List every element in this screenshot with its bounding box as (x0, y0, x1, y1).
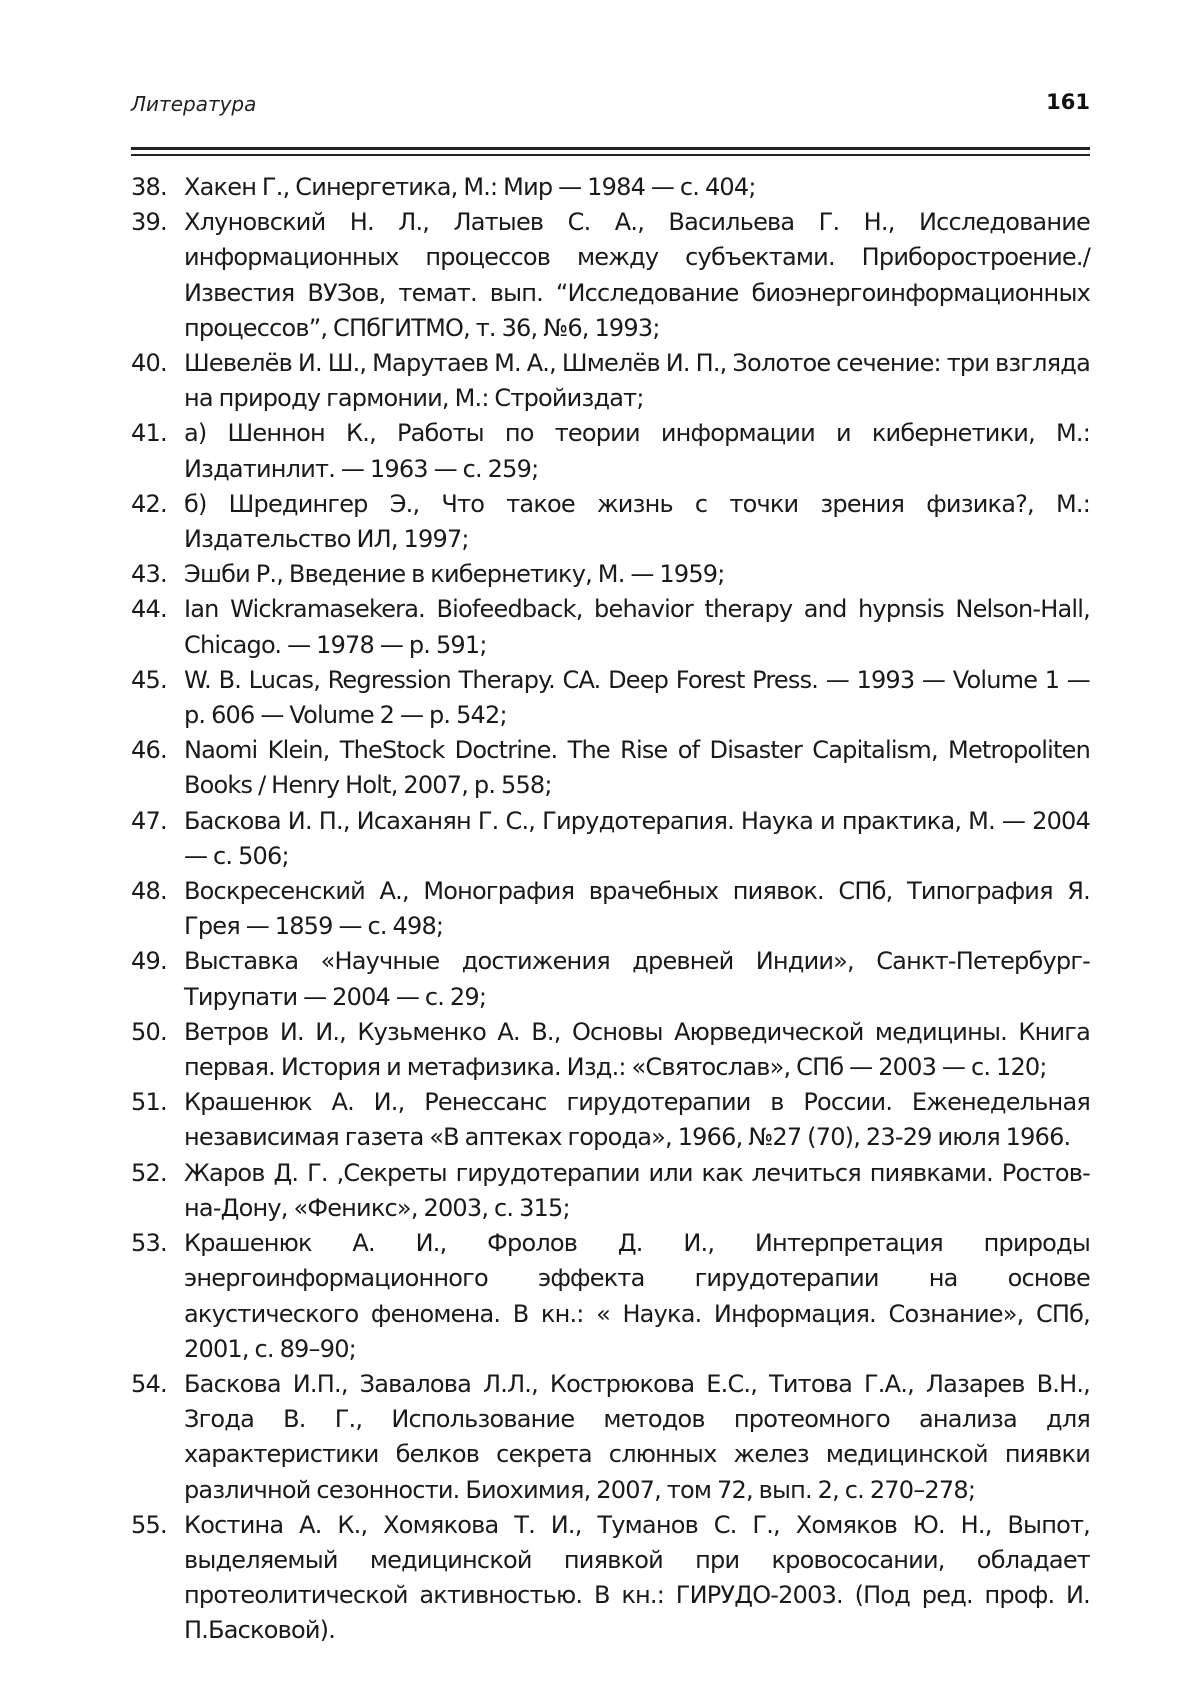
page-header (131, 84, 1090, 124)
reference-text: W. B. Lucas, Regression Therapy. CA. Deep Forest Press. — 1993 — Volume 1 — p. 606 — Volume 2 — p. 542; (184, 665, 1090, 730)
reference-text: а) Шеннон К., Работы по теории информации и кибернетики, М.: Издатинлит. — 1963 — с. 259; (184, 419, 1090, 483)
reference-number: 49. (131, 947, 167, 976)
reference-text: б) Шредингер Э., Что такое жизнь с точки зрения физика?, М.: Издательство ИЛ, 1997; (184, 489, 1090, 554)
reference-number: 47. (131, 806, 167, 835)
reference-number: 43. (131, 560, 167, 589)
reference-number: 53. (131, 1229, 167, 1258)
reference-number: 39. (131, 208, 167, 237)
reference-text: Крашенюк А. И., Фролов Д. И., Интерпретация природы энергоинформационного эффекта гирудотерапии на основе акустического феномена. В кн.: « Наука. Информация. Сознание», СПб, 2001, с. 89–90; (184, 1229, 1090, 1363)
reference-item (131, 1085, 1090, 1155)
reference-number: 48. (131, 877, 167, 906)
reference-text: Naomi Klein, TheStock Doctrine. The Rise of Disaster Capitalism, Metropoliten Books / Henry Holt, 2007, p. 558; (184, 736, 1090, 800)
reference-item (131, 1015, 1090, 1085)
reference-item (131, 733, 1090, 803)
reference-number: 38. (131, 173, 167, 201)
reference-number: 45. (131, 665, 167, 694)
reference-item (131, 416, 1090, 486)
reference-text: Баскова И. П., Исаханян Г. С., Гирудотерапия. Наука и практика, М. — 2004 — с. 506; (184, 806, 1090, 870)
reference-item (131, 663, 1090, 733)
reference-text: Жаров Д. Г. ,Секреты гирудотерапии или как лечиться пиявками. Ростов-на-Дону, «Феникс», 2003, с. 315; (184, 1158, 1090, 1222)
header-rule (131, 147, 1090, 156)
reference-number: 40. (131, 349, 167, 378)
reference-item (131, 487, 1090, 557)
reference-item (131, 1226, 1090, 1367)
reference-item (131, 205, 1090, 346)
reference-item (131, 346, 1090, 416)
reference-item (131, 557, 1090, 592)
reference-text: Выставка «Научные достижения древней Индии», Санкт-Петербург-Тирупати — 2004 — с. 29; (184, 947, 1090, 1011)
reference-text: Баскова И.П., Завалова Л.Л., Кострюкова Е.С., Титова Г.А., Лазарев В.Н., Згода В. Г., Использование методов протеомного анализа для характеристики белков секрета слюнных желез медицинской пиявки различной сезонности. Биохимия, 2007, том 72, вып. 2, с. 270–278; (184, 1369, 1090, 1504)
reference-number: 52. (131, 1158, 167, 1187)
reference-item (131, 944, 1090, 1014)
reference-number: 50. (131, 1017, 167, 1046)
reference-item (131, 592, 1090, 662)
reference-list (131, 170, 1090, 1649)
reference-number: 42. (131, 489, 167, 518)
reference-text: Хлуновский Н. Л., Латыев С. А., Васильева Г. Н., Исследование информационных процессов между субъектами. Приборостроение./Известия ВУЗов, темат. вып. “Исследование биоэнергоинформационных процессов”, СПбГИТМО, т. 36, №6, 1993; (184, 208, 1090, 342)
reference-item (131, 804, 1090, 874)
reference-number: 44. (131, 595, 167, 624)
reference-text: Крашенюк А. И., Ренессанс гирудотерапии в России. Еженедельная независимая газета «В аптеках города», 1966, №27 (70), 23-29 июля 1966. (184, 1088, 1090, 1152)
running-title: Литература (131, 92, 257, 116)
reference-number: 46. (131, 736, 167, 765)
reference-item (131, 1156, 1090, 1226)
reference-text: Хакен Г., Синергетика, М.: Мир — 1984 — с. 404; (184, 173, 756, 201)
reference-text: Ian Wickramasekera. Biofeedback, behavior therapy and hypnsis Nelson-Hall, Chicago. — 1978 — p. 591; (184, 595, 1090, 659)
reference-item (131, 874, 1090, 944)
reference-item (131, 1508, 1090, 1649)
header-rule-thick (131, 147, 1090, 150)
header-rule-thin (131, 154, 1090, 156)
reference-text: Костина А. К., Хомякова Т. И., Туманов С. Г., Хомяков Ю. Н., Выпот, выделяемый медицинской пиявкой при кровососании, обладает протеолитической активностью. В кн.: ГИРУДО-2003. (Под ред. проф. И. П.Басковой). (184, 1510, 1090, 1645)
reference-number: 55. (131, 1510, 167, 1539)
reference-number: 54. (131, 1369, 167, 1398)
reference-item (131, 1367, 1090, 1508)
reference-item (131, 170, 1090, 205)
reference-text: Эшби Р., Введение в кибернетику, М. — 1959; (184, 560, 725, 589)
reference-number: 41. (131, 419, 167, 448)
reference-number: 51. (131, 1088, 167, 1117)
page-number: 161 (1046, 90, 1090, 114)
reference-text: Ветров И. И., Кузьменко А. В., Основы Аюрведической медицины. Книга первая. История и метафизика. Изд.: «Святослав», СПб — 2003 — с. 120; (184, 1017, 1090, 1082)
reference-text: Шевелёв И. Ш., Марутаев М. А., Шмелёв И. П., Золотое сечение: три взгляда на природу гармонии, М.: Стройиздат; (184, 349, 1090, 413)
reference-text: Воскресенский А., Монография врачебных пиявок. СПб, Типография Я. Грея — 1859 — с. 498; (184, 877, 1090, 941)
